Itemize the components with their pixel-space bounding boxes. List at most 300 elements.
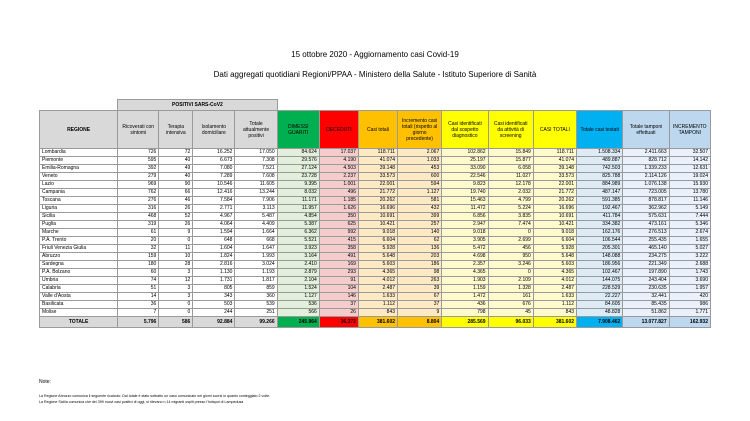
value-cell: 575.631 bbox=[623, 213, 669, 221]
value-cell: 2.699 bbox=[488, 237, 533, 245]
table-row bbox=[40, 229, 711, 237]
value-cell: 13.780 bbox=[669, 189, 710, 197]
value-cell: 1.472 bbox=[442, 293, 488, 301]
value-cell: 159 bbox=[118, 253, 159, 261]
value-cell: 11 bbox=[159, 245, 193, 253]
value-cell: 14.142 bbox=[669, 157, 710, 165]
value-cell: 4.012 bbox=[533, 277, 576, 285]
value-cell: 503 bbox=[193, 301, 235, 309]
table-row bbox=[40, 245, 711, 253]
notes-label: Note: bbox=[39, 379, 51, 385]
value-cell: 10.691 bbox=[358, 213, 397, 221]
value-cell: 5.027 bbox=[669, 245, 710, 253]
value-cell: 581 bbox=[398, 197, 442, 205]
value-cell: 162.176 bbox=[577, 229, 623, 237]
value-cell: 4.064 bbox=[193, 221, 235, 229]
value-cell: 205.301 bbox=[577, 245, 623, 253]
value-cell: 6.058 bbox=[488, 165, 533, 173]
value-cell: 118.711 bbox=[358, 149, 397, 157]
value-cell: 203 bbox=[398, 253, 442, 261]
value-cell: 5.648 bbox=[533, 253, 576, 261]
value-cell: 60 bbox=[118, 269, 159, 277]
value-cell: 5.521 bbox=[277, 237, 319, 245]
value-cell: 0 bbox=[159, 301, 193, 309]
value-cell: 2.487 bbox=[358, 285, 397, 293]
value-cell: 4.967 bbox=[193, 213, 235, 221]
value-cell: 1.185 bbox=[319, 197, 358, 205]
value-cell: 436 bbox=[442, 301, 488, 309]
value-cell: 104 bbox=[319, 285, 358, 293]
region-cell: Lombardia bbox=[40, 149, 118, 157]
value-cell: 1.903 bbox=[442, 277, 488, 285]
region-cell: Sardegna bbox=[40, 261, 118, 269]
region-cell: Umbria bbox=[40, 277, 118, 285]
value-cell: 22.001 bbox=[358, 181, 397, 189]
total-value-cell: 162.932 bbox=[669, 317, 710, 328]
value-cell: 432 bbox=[398, 205, 442, 213]
value-cell: 6.856 bbox=[442, 213, 488, 221]
value-cell: 40 bbox=[159, 157, 193, 165]
value-cell: 600 bbox=[398, 173, 442, 181]
value-cell: 859 bbox=[235, 285, 277, 293]
value-cell: 7.474 bbox=[488, 221, 533, 229]
value-cell: 5.603 bbox=[533, 261, 576, 269]
value-cell: 234.275 bbox=[623, 253, 669, 261]
value-cell: 762 bbox=[118, 189, 159, 197]
value-cell: 491 bbox=[319, 253, 358, 261]
value-cell: 360 bbox=[235, 293, 277, 301]
value-cell: 358 bbox=[319, 245, 358, 253]
table-row bbox=[40, 149, 711, 157]
value-cell: 276 bbox=[118, 197, 159, 205]
value-cell: 41.074 bbox=[358, 157, 397, 165]
value-cell: 7.308 bbox=[235, 157, 277, 165]
value-cell: 40 bbox=[159, 173, 193, 181]
col-header-casi-totali: Casi totali bbox=[358, 111, 397, 149]
covid-data-table bbox=[39, 99, 711, 328]
value-cell: 251 bbox=[235, 309, 277, 317]
value-cell: 186 bbox=[398, 261, 442, 269]
value-cell: 594 bbox=[398, 181, 442, 189]
region-cell: Abruzzo bbox=[40, 253, 118, 261]
value-cell: 8.032 bbox=[277, 189, 319, 197]
region-cell: Marche bbox=[40, 229, 118, 237]
value-cell: 2.237 bbox=[319, 173, 358, 181]
value-cell: 334.382 bbox=[577, 221, 623, 229]
value-cell: 420 bbox=[669, 293, 710, 301]
value-cell: 3 bbox=[159, 293, 193, 301]
value-cell: 5.224 bbox=[488, 205, 533, 213]
value-cell: 15.930 bbox=[669, 181, 710, 189]
value-cell: 1.001 bbox=[319, 181, 358, 189]
table-row bbox=[40, 189, 711, 197]
value-cell: 84.624 bbox=[277, 149, 319, 157]
value-cell: 39 bbox=[398, 285, 442, 293]
value-cell: 3.905 bbox=[442, 237, 488, 245]
value-cell: 37 bbox=[398, 301, 442, 309]
value-cell: 19.024 bbox=[669, 173, 710, 181]
value-cell: 878.817 bbox=[623, 197, 669, 205]
value-cell: 625 bbox=[319, 221, 358, 229]
value-cell: 4.365 bbox=[358, 269, 397, 277]
value-cell: 7.521 bbox=[235, 165, 277, 173]
value-cell: 84.605 bbox=[577, 301, 623, 309]
value-cell: 26 bbox=[159, 221, 193, 229]
value-cell: 169 bbox=[319, 261, 358, 269]
col-header-casi-totali-upper: CASI TOTALI bbox=[533, 111, 576, 149]
value-cell: 1.743 bbox=[669, 269, 710, 277]
value-cell: 20.262 bbox=[358, 197, 397, 205]
value-cell: 884.989 bbox=[577, 181, 623, 189]
value-cell: 11.472 bbox=[442, 205, 488, 213]
total-value-cell: 381.602 bbox=[358, 317, 397, 328]
value-cell: 316 bbox=[118, 205, 159, 213]
value-cell: 2.674 bbox=[669, 229, 710, 237]
value-cell: 3.113 bbox=[235, 205, 277, 213]
value-cell: 39.148 bbox=[358, 165, 397, 173]
value-cell: 279 bbox=[118, 173, 159, 181]
col-header-ricoverati: Ricoverati con sintomi bbox=[118, 111, 159, 149]
value-cell: 350 bbox=[319, 213, 358, 221]
region-cell: Friuli Venezia Giulia bbox=[40, 245, 118, 253]
value-cell: 2.410 bbox=[277, 261, 319, 269]
value-cell: 1.127 bbox=[398, 189, 442, 197]
value-cell: 27.124 bbox=[277, 165, 319, 173]
value-cell: 3.246 bbox=[488, 261, 533, 269]
value-cell: 2.879 bbox=[277, 269, 319, 277]
region-cell: Puglia bbox=[40, 221, 118, 229]
value-cell: 22.227 bbox=[577, 293, 623, 301]
total-value-cell: 5.796 bbox=[118, 317, 159, 328]
value-cell: 66 bbox=[159, 189, 193, 197]
value-cell: 15.877 bbox=[488, 157, 533, 165]
col-header-casi-testati: Totale casi testati bbox=[577, 111, 623, 149]
value-cell: 22.546 bbox=[442, 173, 488, 181]
value-cell: 805 bbox=[193, 285, 235, 293]
value-cell: 32.441 bbox=[623, 293, 669, 301]
region-cell: Calabria bbox=[40, 285, 118, 293]
value-cell: 5.487 bbox=[235, 213, 277, 221]
value-cell: 4.190 bbox=[319, 157, 358, 165]
value-cell: 6.362 bbox=[277, 229, 319, 237]
value-cell: 1.594 bbox=[193, 229, 235, 237]
value-cell: 3.222 bbox=[669, 253, 710, 261]
col-header-incremento-tamponi: INCREMENTO TAMPONI bbox=[669, 111, 710, 149]
value-cell: 186.956 bbox=[577, 261, 623, 269]
value-cell: 5.472 bbox=[442, 245, 488, 253]
value-cell: 1.524 bbox=[277, 285, 319, 293]
col-header-casi-sospetto: Casi identificati dal sospetto diagnostico bbox=[442, 111, 488, 149]
value-cell: 11.027 bbox=[488, 173, 533, 181]
value-cell: 6.604 bbox=[358, 237, 397, 245]
region-cell: Lazio bbox=[40, 181, 118, 189]
value-cell: 1.633 bbox=[358, 293, 397, 301]
value-cell: 11.605 bbox=[235, 181, 277, 189]
value-cell: 4.012 bbox=[358, 277, 397, 285]
value-cell: 1.664 bbox=[235, 229, 277, 237]
value-cell: 244 bbox=[193, 309, 235, 317]
total-value-cell: 36.372 bbox=[319, 317, 358, 328]
value-cell: 2.411.663 bbox=[623, 149, 669, 157]
col-header-terapia-intensiva: Terapia intensiva bbox=[159, 111, 193, 149]
col-header-casi-screening: Casi identificati da attività di screening bbox=[488, 111, 533, 149]
value-cell: 2.104 bbox=[277, 277, 319, 285]
value-cell: 415 bbox=[319, 237, 358, 245]
value-cell: 723.005 bbox=[623, 189, 669, 197]
table-row bbox=[40, 165, 711, 173]
value-cell: 243.404 bbox=[623, 277, 669, 285]
value-cell: 74 bbox=[118, 277, 159, 285]
value-cell: 453 bbox=[398, 165, 442, 173]
total-value-cell: 13.077.827 bbox=[623, 317, 669, 328]
value-cell: 2.357 bbox=[442, 261, 488, 269]
value-cell: 9 bbox=[159, 229, 193, 237]
value-cell: 0 bbox=[159, 237, 193, 245]
value-cell: 17.050 bbox=[235, 149, 277, 157]
value-cell: 51 bbox=[118, 285, 159, 293]
value-cell: 1.112 bbox=[358, 301, 397, 309]
value-cell: 10.546 bbox=[193, 181, 235, 189]
value-cell: 49 bbox=[159, 165, 193, 173]
value-cell: 825.788 bbox=[577, 173, 623, 181]
value-cell: 468 bbox=[118, 213, 159, 221]
value-cell: 319 bbox=[118, 221, 159, 229]
value-cell: 9.395 bbox=[277, 181, 319, 189]
value-cell: 26 bbox=[319, 309, 358, 317]
value-cell: 456 bbox=[488, 245, 533, 253]
value-cell: 25.197 bbox=[442, 157, 488, 165]
value-cell: 0 bbox=[488, 229, 533, 237]
value-cell: 102.467 bbox=[577, 269, 623, 277]
value-cell: 1.076.138 bbox=[623, 181, 669, 189]
value-cell: 1.633 bbox=[533, 293, 576, 301]
value-cell: 257 bbox=[398, 221, 442, 229]
region-cell: Molise bbox=[40, 309, 118, 317]
note-line-2: La Regione Sicilia comunica che dei 399 nuovi casi positivi di oggi, si rilevano n 14 migranti ospiti presso l'hotspot di Lampedusa bbox=[39, 400, 244, 404]
table-row bbox=[40, 173, 711, 181]
region-cell: Veneto bbox=[40, 173, 118, 181]
value-cell: 230.635 bbox=[623, 285, 669, 293]
value-cell: 2.487 bbox=[533, 285, 576, 293]
total-value-cell: 245.964 bbox=[277, 317, 319, 328]
value-cell: 136 bbox=[398, 245, 442, 253]
value-cell: 6.673 bbox=[193, 157, 235, 165]
value-cell: 32.507 bbox=[669, 149, 710, 157]
table-row bbox=[40, 221, 711, 229]
value-cell: 16.696 bbox=[533, 205, 576, 213]
value-cell: 676 bbox=[488, 301, 533, 309]
value-cell: 1.731 bbox=[193, 277, 235, 285]
value-cell: 62 bbox=[398, 237, 442, 245]
value-cell: 1.112 bbox=[533, 301, 576, 309]
total-value-cell: 586 bbox=[159, 317, 193, 328]
value-cell: 3.835 bbox=[488, 213, 533, 221]
value-cell: 26 bbox=[159, 205, 193, 213]
value-cell: 228.529 bbox=[577, 285, 623, 293]
value-cell: 106.544 bbox=[577, 237, 623, 245]
value-cell: 399 bbox=[398, 213, 442, 221]
value-cell: 0 bbox=[488, 269, 533, 277]
table-row bbox=[40, 213, 711, 221]
value-cell: 48.828 bbox=[577, 309, 623, 317]
value-cell: 15.463 bbox=[442, 197, 488, 205]
value-cell: 566 bbox=[277, 309, 319, 317]
value-cell: 3 bbox=[159, 269, 193, 277]
value-cell: 7.608 bbox=[235, 173, 277, 181]
value-cell: 263 bbox=[398, 277, 442, 285]
value-cell: 1.339.233 bbox=[623, 165, 669, 173]
value-cell: 161 bbox=[488, 293, 533, 301]
total-value-cell: 7.908.462 bbox=[577, 317, 623, 328]
value-cell: 1.033 bbox=[398, 157, 442, 165]
value-cell: 1.824 bbox=[193, 253, 235, 261]
value-cell: 4.698 bbox=[442, 253, 488, 261]
value-cell: 12.416 bbox=[193, 189, 235, 197]
value-cell: 3 bbox=[159, 285, 193, 293]
page-title: 15 ottobre 2020 - Aggiornamento casi Covid-19 bbox=[291, 50, 459, 59]
value-cell: 20 bbox=[118, 237, 159, 245]
region-cell: Liguria bbox=[40, 205, 118, 213]
value-cell: 22.001 bbox=[533, 181, 576, 189]
value-cell: 11.957 bbox=[277, 205, 319, 213]
value-cell: 33.090 bbox=[442, 165, 488, 173]
value-cell: 7 bbox=[118, 309, 159, 317]
col-header-isolamento: Isolamento domiciliare bbox=[193, 111, 235, 149]
value-cell: 473.161 bbox=[623, 221, 669, 229]
value-cell: 5.387 bbox=[277, 221, 319, 229]
value-cell: 5.648 bbox=[358, 253, 397, 261]
value-cell: 13.244 bbox=[235, 189, 277, 197]
value-cell: 98 bbox=[398, 269, 442, 277]
table-row bbox=[40, 261, 711, 269]
region-cell: P.A. Bolzano bbox=[40, 269, 118, 277]
value-cell: 10.691 bbox=[533, 213, 576, 221]
value-cell: 1.328 bbox=[488, 285, 533, 293]
value-cell: 539 bbox=[235, 301, 277, 309]
value-cell: 23.728 bbox=[277, 173, 319, 181]
value-cell: 4.365 bbox=[442, 269, 488, 277]
table-row bbox=[40, 197, 711, 205]
col-header-dimessi-guariti: DIMESSI GUARITI bbox=[277, 111, 319, 149]
total-label: TOTALE bbox=[40, 317, 118, 328]
table-row bbox=[40, 237, 711, 245]
value-cell: 51.862 bbox=[623, 309, 669, 317]
total-value-cell: 381.602 bbox=[533, 317, 576, 328]
value-cell: 1.508.334 bbox=[577, 149, 623, 157]
value-cell: 843 bbox=[358, 309, 397, 317]
total-value-cell: 8.804 bbox=[398, 317, 442, 328]
table-row bbox=[40, 277, 711, 285]
value-cell: 276.513 bbox=[623, 229, 669, 237]
value-cell: 7.080 bbox=[193, 165, 235, 173]
value-cell: 21.772 bbox=[358, 189, 397, 197]
value-cell: 1.771 bbox=[669, 309, 710, 317]
value-cell: 140 bbox=[398, 229, 442, 237]
value-cell: 2.947 bbox=[442, 221, 488, 229]
value-cell: 85.435 bbox=[623, 301, 669, 309]
table-row bbox=[40, 157, 711, 165]
value-cell: 5.346 bbox=[669, 221, 710, 229]
value-cell: 255.435 bbox=[623, 237, 669, 245]
value-cell: 9 bbox=[398, 309, 442, 317]
value-cell: 362.962 bbox=[623, 205, 669, 213]
value-cell: 986 bbox=[669, 301, 710, 309]
region-cell: Piemonte bbox=[40, 157, 118, 165]
total-value-cell: 92.884 bbox=[193, 317, 235, 328]
value-cell: 7.444 bbox=[669, 213, 710, 221]
value-cell: 67 bbox=[398, 293, 442, 301]
col-header-deceduti: DECEDUTI bbox=[319, 111, 358, 149]
table-row bbox=[40, 309, 711, 317]
value-cell: 29.576 bbox=[277, 157, 319, 165]
value-cell: 487.147 bbox=[577, 189, 623, 197]
value-cell: 1.130 bbox=[193, 269, 235, 277]
value-cell: 1.647 bbox=[235, 245, 277, 253]
value-cell: 52 bbox=[159, 213, 193, 221]
value-cell: 7.906 bbox=[235, 197, 277, 205]
value-cell: 742.503 bbox=[577, 165, 623, 173]
value-cell: 648 bbox=[193, 237, 235, 245]
value-cell: 197.890 bbox=[623, 269, 669, 277]
value-cell: 20.262 bbox=[533, 197, 576, 205]
value-cell: 1.626 bbox=[319, 205, 358, 213]
value-cell: 536 bbox=[277, 301, 319, 309]
total-row bbox=[40, 317, 711, 328]
value-cell: 591.385 bbox=[577, 197, 623, 205]
region-cell: P.A. Trento bbox=[40, 237, 118, 245]
value-cell: 1.193 bbox=[235, 269, 277, 277]
value-cell: 32 bbox=[118, 245, 159, 253]
value-cell: 41.074 bbox=[533, 157, 576, 165]
value-cell: 12.631 bbox=[669, 165, 710, 173]
col-header-totale-positivi: Totale attualmente positivi bbox=[235, 111, 277, 149]
value-cell: 4.409 bbox=[235, 221, 277, 229]
col-header-incremento-casi: Incremento casi totali (rispetto al giorno precedente) bbox=[398, 111, 442, 149]
region-cell: Valle d'Aosta bbox=[40, 293, 118, 301]
value-cell: 10.421 bbox=[358, 221, 397, 229]
value-cell: 11.146 bbox=[669, 197, 710, 205]
value-cell: 19.740 bbox=[442, 189, 488, 197]
total-value-cell: 285.569 bbox=[442, 317, 488, 328]
value-cell: 192.467 bbox=[577, 205, 623, 213]
value-cell: 146 bbox=[319, 293, 358, 301]
region-cell: Sicilia bbox=[40, 213, 118, 221]
value-cell: 14 bbox=[118, 293, 159, 301]
value-cell: 465.140 bbox=[623, 245, 669, 253]
total-value-cell: 99.266 bbox=[235, 317, 277, 328]
value-cell: 102.862 bbox=[442, 149, 488, 157]
value-cell: 46 bbox=[159, 197, 193, 205]
value-cell: 7.289 bbox=[193, 173, 235, 181]
value-cell: 3.024 bbox=[235, 261, 277, 269]
region-cell: Toscana bbox=[40, 197, 118, 205]
value-cell: 6.604 bbox=[533, 237, 576, 245]
value-cell: 843 bbox=[533, 309, 576, 317]
value-cell: 33.573 bbox=[358, 173, 397, 181]
value-cell: 668 bbox=[235, 237, 277, 245]
table-row bbox=[40, 269, 711, 277]
value-cell: 37 bbox=[319, 301, 358, 309]
value-cell: 2.771 bbox=[193, 205, 235, 213]
value-cell: 180 bbox=[118, 261, 159, 269]
value-cell: 36 bbox=[118, 301, 159, 309]
value-cell: 4.365 bbox=[533, 269, 576, 277]
value-cell: 221.349 bbox=[623, 261, 669, 269]
value-cell: 28 bbox=[159, 261, 193, 269]
value-cell: 489.887 bbox=[577, 157, 623, 165]
value-cell: 5.928 bbox=[358, 245, 397, 253]
value-cell: 798 bbox=[442, 309, 488, 317]
